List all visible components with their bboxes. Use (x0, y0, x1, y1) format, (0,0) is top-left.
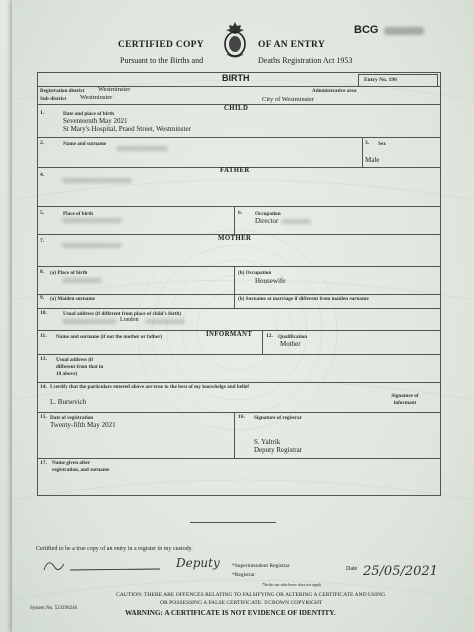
signature-line (190, 522, 276, 523)
address-redacted-2 (145, 319, 185, 324)
field-number-5: 5. (40, 210, 45, 216)
certified-copy-heading: CERTIFIED COPY (118, 40, 204, 50)
system-number: System No. 523196246 (30, 606, 78, 611)
field-number-12: 12. (266, 333, 273, 339)
date-label: Date (346, 566, 358, 572)
mother-name-redacted (62, 243, 122, 248)
mother-occupation: Housewife (255, 277, 286, 285)
field-number-11: 11. (40, 333, 47, 339)
register-box (37, 72, 441, 496)
father-occupation: Director (255, 217, 279, 225)
child-name-label: Name and surname (63, 141, 107, 147)
surname-at-marriage-label: (b) Surname at marriage if different from maiden surname (238, 296, 369, 302)
qualification-value: Mother (280, 340, 301, 348)
field-number-10: 10. (40, 310, 47, 316)
sub-district-value: Westminster (80, 94, 113, 101)
strike-out-note: *Strike out whichever does not apply (262, 582, 322, 587)
field-number-8: 8. (40, 269, 45, 275)
field-number-7: 7. (40, 238, 45, 244)
date-of-registration: Twenty-fifth May 2021 (50, 421, 116, 429)
mother-address: London (120, 317, 139, 323)
registrar-name: S. Yaltrik (254, 438, 281, 446)
field-number-1: 1. (40, 110, 45, 116)
mother-section-heading: MOTHER (218, 235, 252, 242)
informant-name-label: Name and surname (if not the mother or father) (56, 334, 163, 340)
father-name-redacted (62, 178, 132, 183)
sex-label: Sex (378, 141, 386, 147)
informant-section-heading: INFORMANT (206, 331, 253, 338)
sub-district-label: Sub-district (40, 96, 67, 102)
registrar-title: Deputy Registrar (254, 446, 303, 454)
signature-of-registrar-label: Signature of registrar (254, 415, 302, 421)
field-number-13: 13. (40, 356, 47, 362)
serial-prefix: BCG (354, 24, 379, 36)
field-number-17: 17. (40, 460, 47, 466)
field-number-9: 9. (40, 295, 45, 301)
father-section-heading: FATHER (220, 167, 250, 174)
address-redacted-1 (62, 319, 117, 324)
handwritten-role: Deputy (176, 556, 220, 570)
superintendent-registrar-label: *Superintendent Registrar (232, 563, 290, 569)
certificate-date: 25/05/2021 (363, 564, 438, 579)
registration-district-label: Registration district (40, 88, 85, 94)
place-of-birth: St Mary's Hospital, Praed Street, Westminster (63, 125, 191, 133)
child-section-heading: CHILD (224, 105, 249, 112)
certifier-signature (40, 556, 170, 578)
caution-line-1: CAUTION: THERE ARE OFFENCES RELATING TO FALSIFYING OR ALTERING A CERTIFICATE AND USING (116, 592, 386, 598)
informant-name: L. Bursevich (50, 398, 87, 406)
father-birthplace-redacted (62, 218, 122, 223)
qualification-label: Qualification (278, 334, 308, 340)
certified-true-copy-text: Certified to be a true copy of an entry in a register in my custody. (36, 546, 193, 552)
father-occupation-redacted (281, 219, 311, 224)
sex-value: Male (365, 156, 380, 164)
of-an-entry-heading: OF AN ENTRY (258, 40, 326, 50)
field-number-14: 14. (40, 384, 47, 390)
signature-of-informant-label: Signature of informant (391, 393, 419, 406)
field-number-4: 4. (40, 172, 45, 178)
informant-address-label: Usual address (if different from that in 10 above) (56, 357, 104, 377)
child-name-redacted (116, 146, 168, 151)
date-of-registration-label: Date of registration (50, 415, 94, 421)
caution-line-2: OR POSSESSING A FALSE CERTIFICATE. ©CROWN COPYRIGHT (160, 600, 323, 606)
register-title: BIRTH (222, 73, 250, 83)
act-text: Deaths Registration Act 1953 (258, 56, 353, 65)
serial-redacted (384, 27, 424, 35)
administrative-area-value: City of Westminster (262, 96, 315, 103)
administrative-area-label: Administrative area (312, 88, 357, 94)
father-place-of-birth-label: Place of birth (63, 211, 93, 217)
field-number-3: 3. (365, 140, 370, 146)
field-number-15: 15. (40, 414, 47, 420)
mother-birthplace-redacted (62, 278, 102, 283)
field-number-16: 16. (238, 414, 245, 420)
royal-crest-icon (222, 20, 248, 60)
field-number-6: 6. (238, 210, 243, 216)
pursuant-text: Pursuant to the Births and (120, 56, 204, 65)
certification-statement: I certify that the particulars entered above are true to the best of my knowledge and belief (50, 384, 249, 390)
name-after-registration-label: Name given after registration, and surname (52, 460, 110, 473)
date-of-birth: Seventeenth May 2021 (63, 117, 128, 125)
mother-place-of-birth-label: (a) Place of birth (50, 270, 88, 276)
identity-warning: WARNING: A CERTIFICATE IS NOT EVIDENCE OF IDENTITY. (125, 609, 336, 617)
usual-address-label: Usual address (if different from place of child's birth) (63, 311, 182, 317)
mother-occupation-label: (b) Occupation (238, 270, 272, 276)
registration-district-value: Westminster (98, 86, 131, 93)
maiden-surname-label: (a) Maiden surname (50, 296, 95, 302)
entry-no: Entry No. 196 (364, 77, 397, 83)
field-number-2: 2. (40, 140, 45, 146)
registrar-label: *Registrar (232, 572, 255, 578)
father-occupation-label: Occupation (255, 211, 281, 217)
date-place-birth-label: Date and place of birth (63, 111, 115, 117)
